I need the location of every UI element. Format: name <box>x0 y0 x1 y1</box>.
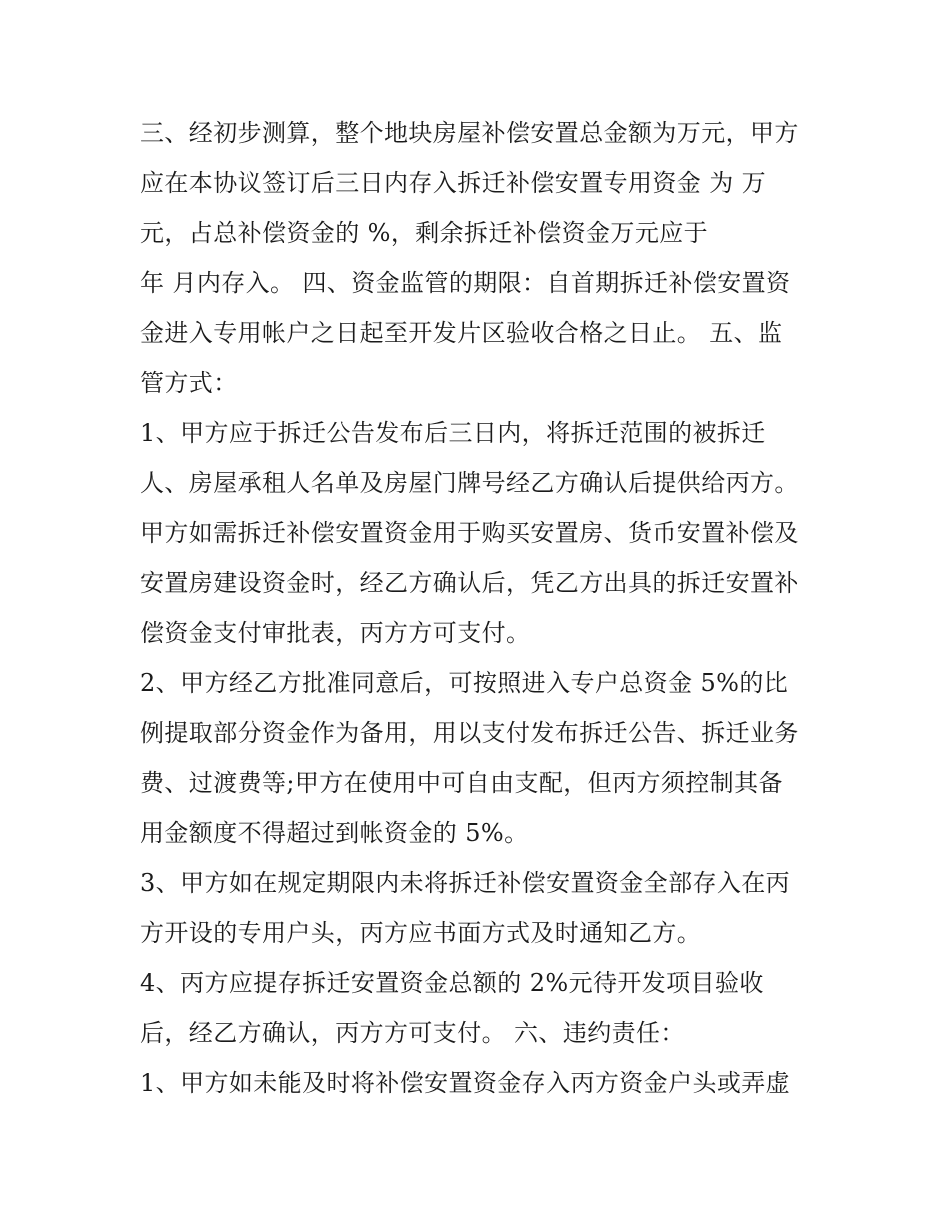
text-line: 4、丙方应提存拆迁安置资金总额的 2%元待开发项目验收 <box>140 969 764 997</box>
text-line: 费、过渡费等;甲方在使用中可自由支配，但丙方须控制其备 <box>140 769 783 797</box>
text-line: 1、甲方应于拆迁公告发布后三日内，将拆迁范围的被拆迁 <box>140 419 766 447</box>
text-line: 管方式： <box>140 369 238 397</box>
text-line: 元，占总补偿资金的 %，剩余拆迁补偿资金万元应于 <box>140 219 709 247</box>
document-body <box>140 108 840 1108</box>
text-line: 金进入专用帐户之日起至开发片区验收合格之日止。 五、监 <box>140 319 783 347</box>
text-line: 偿资金支付审批表，丙方方可支付。 <box>140 619 531 647</box>
text-line: 后，经乙方确认，丙方方可支付。 六、违约责任： <box>140 1019 685 1047</box>
text-line: 应在本协议签订后三日内存入拆迁补偿安置专用资金 为 万 <box>140 169 767 197</box>
text-line: 年 月内存入。 四、资金监管的期限：自首期拆迁补偿安置资 <box>140 269 791 297</box>
text-line: 人、房屋承租人名单及房屋门牌号经乙方确认后提供给丙方。 <box>140 469 799 497</box>
text-line: 用金额度不得超过到帐资金的 5%。 <box>140 819 529 847</box>
text-line: 三、经初步测算，整个地块房屋补偿安置总金额为万元，甲方 <box>140 119 799 147</box>
text-line: 安置房建设资金时，经乙方确认后，凭乙方出具的拆迁安置补 <box>140 569 799 597</box>
text-line: 例提取部分资金作为备用，用以支付发布拆迁公告、拆迁业务 <box>140 719 799 747</box>
text-line: 方开设的专用户头，丙方应书面方式及时通知乙方。 <box>140 919 702 947</box>
text-line: 甲方如需拆迁补偿安置资金用于购买安置房、货币安置补偿及 <box>140 519 799 547</box>
text-line: 1、甲方如未能及时将补偿安置资金存入丙方资金户头或弄虚 <box>140 1069 791 1097</box>
text-line: 2、甲方经乙方批准同意后，可按照进入专户总资金 5%的比 <box>140 669 789 697</box>
text-line: 3、甲方如在规定期限内未将拆迁补偿安置资金全部存入在丙 <box>140 869 791 897</box>
